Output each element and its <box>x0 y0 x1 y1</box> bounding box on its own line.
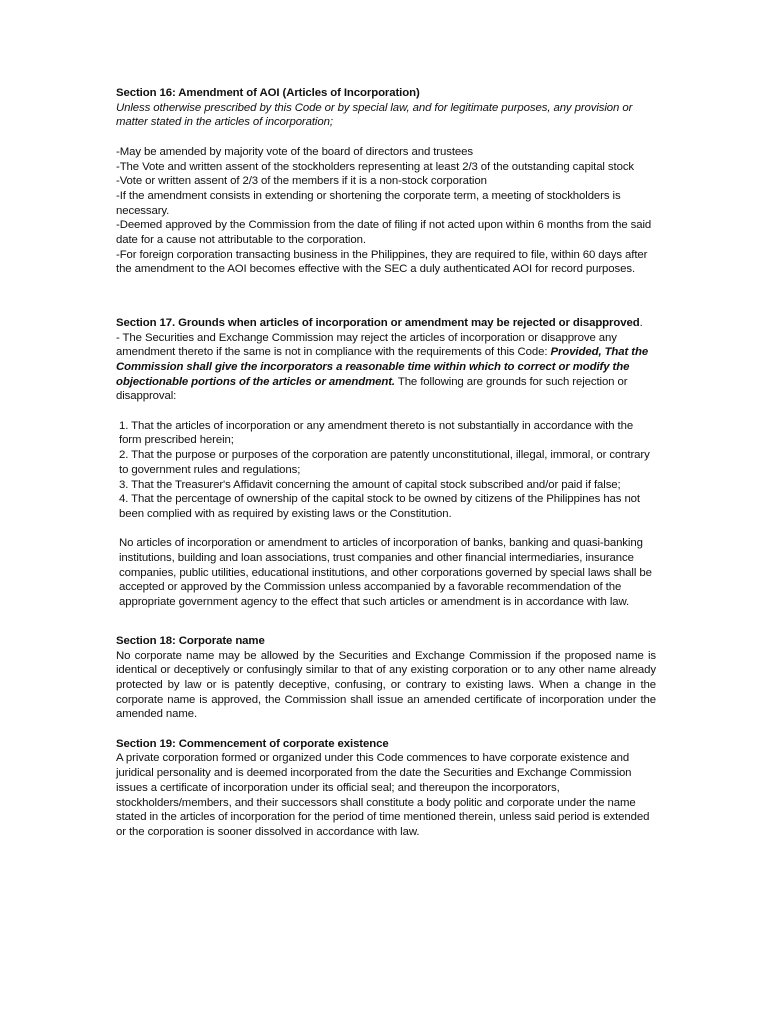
section-16-item: -May be amended by majority vote of the board of directors and trustees <box>116 145 473 158</box>
section-16 <box>116 86 656 277</box>
section-17-closing: No articles of incorporation or amendment to articles of incorporation of banks, banking and quasi-banking institutions, building and loan associations, trust companies and other financial intermediaries, insurance companies, public utilities, educational institutions, and other corporations governed by special laws shall be accepted or approved by the Commission unless accompanied by a favorable recommendation of the appropriate government agency to the effect that such articles or amendment is in accordance with law. <box>119 537 652 609</box>
section-17-grounds-list <box>116 419 656 522</box>
section-17-heading-line <box>116 316 656 331</box>
section-17-proviso: Provided, That the Commission shall give the incorporators a reasonable time within which to correct or modify the objectionable portions of the articles or amendment. <box>116 346 649 388</box>
section-18-body: No corporate name may be allowed by the Securities and Exchange Commission if the proposed name is identical or deceptively or confusingly similar to that of any existing corporation or to any other name already protected by law or is patently deceptive, confusing, or contrary to existing laws. When a change in the corporate name is approved, the Commission shall issue an amended certificate of incorporation under the amended name. <box>116 649 656 721</box>
section-19 <box>116 737 656 840</box>
section-16-item: -Vote or written assent of 2/3 of the members if it is a non-stock corporation <box>116 175 487 188</box>
section-16-item: -If the amendment consists in extending or shortening the corporate term, a meeting of stockholders is necessary. <box>116 189 621 217</box>
section-19-body: A private corporation formed or organized under this Code commences to have corporate existence and juridical personality and is deemed incorporated from the date the Securities and Exchange Commission issues a certificate of incorporation under its official seal; and thereupon the incorporators, stockholders/members, and their successors shall constitute a body politic and corporate under the name stated in the articles of incorporation for the period of time mentioned therein, unless said period is extended or the corporation is sooner dissolved in accordance with law. <box>116 752 650 838</box>
section-16-item: -Deemed approved by the Commission from the date of filing if not acted upon within 6 months from the said date for a cause not attributable to the corporation. <box>116 219 652 247</box>
section-17-intro-end: The following are grounds for such rejection or disapproval: <box>116 375 628 403</box>
section-17-heading: Section 17. Grounds when articles of incorporation or amendment may be rejected or disapproved <box>116 316 640 329</box>
document-page <box>116 86 656 840</box>
ground-item-2: 2. That the purpose or purposes of the corporation are patently unconstitutional, illegal, immoral, or contrary to government rules and regulations; <box>119 449 650 476</box>
ground-item-3: 3. That the Treasurer's Affidavit concerning the amount of capital stock subscribed and/or paid if false; <box>119 478 621 491</box>
section-17-heading-period: . <box>639 316 643 329</box>
section-17 <box>116 316 656 610</box>
section-16-item: -The Vote and written assent of the stockholders representing at least 2/3 of the outstanding capital stock <box>116 160 635 173</box>
section-18-heading: Section 18: Corporate name <box>116 634 265 647</box>
section-17-intro <box>116 331 656 405</box>
section-18 <box>116 634 656 722</box>
section-16-item: -For foreign corporation transacting business in the Philippines, they are required to file, within 60 days after the amendment to the AOI becomes effective with the SEC a duly authenticated AOI for record purposes. <box>116 248 648 276</box>
ground-item-1: 1. That the articles of incorporation or any amendment thereto is not substantially in accordance with the form prescribed herein; <box>119 419 634 447</box>
ground-item-4: 4. That the percentage of ownership of the capital stock to be owned by citizens of the Philippines has not been complied with as required by existing laws or the Constitution. <box>119 493 640 520</box>
section-17-intro-start: - The Securities and Exchange Commission may reject the articles of incorporation or disapprove any amendment thereto if the same is not in compliance with the requirements of this Code: <box>116 331 617 359</box>
section-19-heading: Section 19: Commencement of corporate existence <box>116 737 389 750</box>
section-16-heading: Section 16: Amendment of AOI (Articles of Incorporation) <box>116 87 420 99</box>
section-16-intro: Unless otherwise prescribed by this Code or by special law, and for legitimate purposes, any provision or matter stated in the articles of incorporation; <box>116 101 633 129</box>
